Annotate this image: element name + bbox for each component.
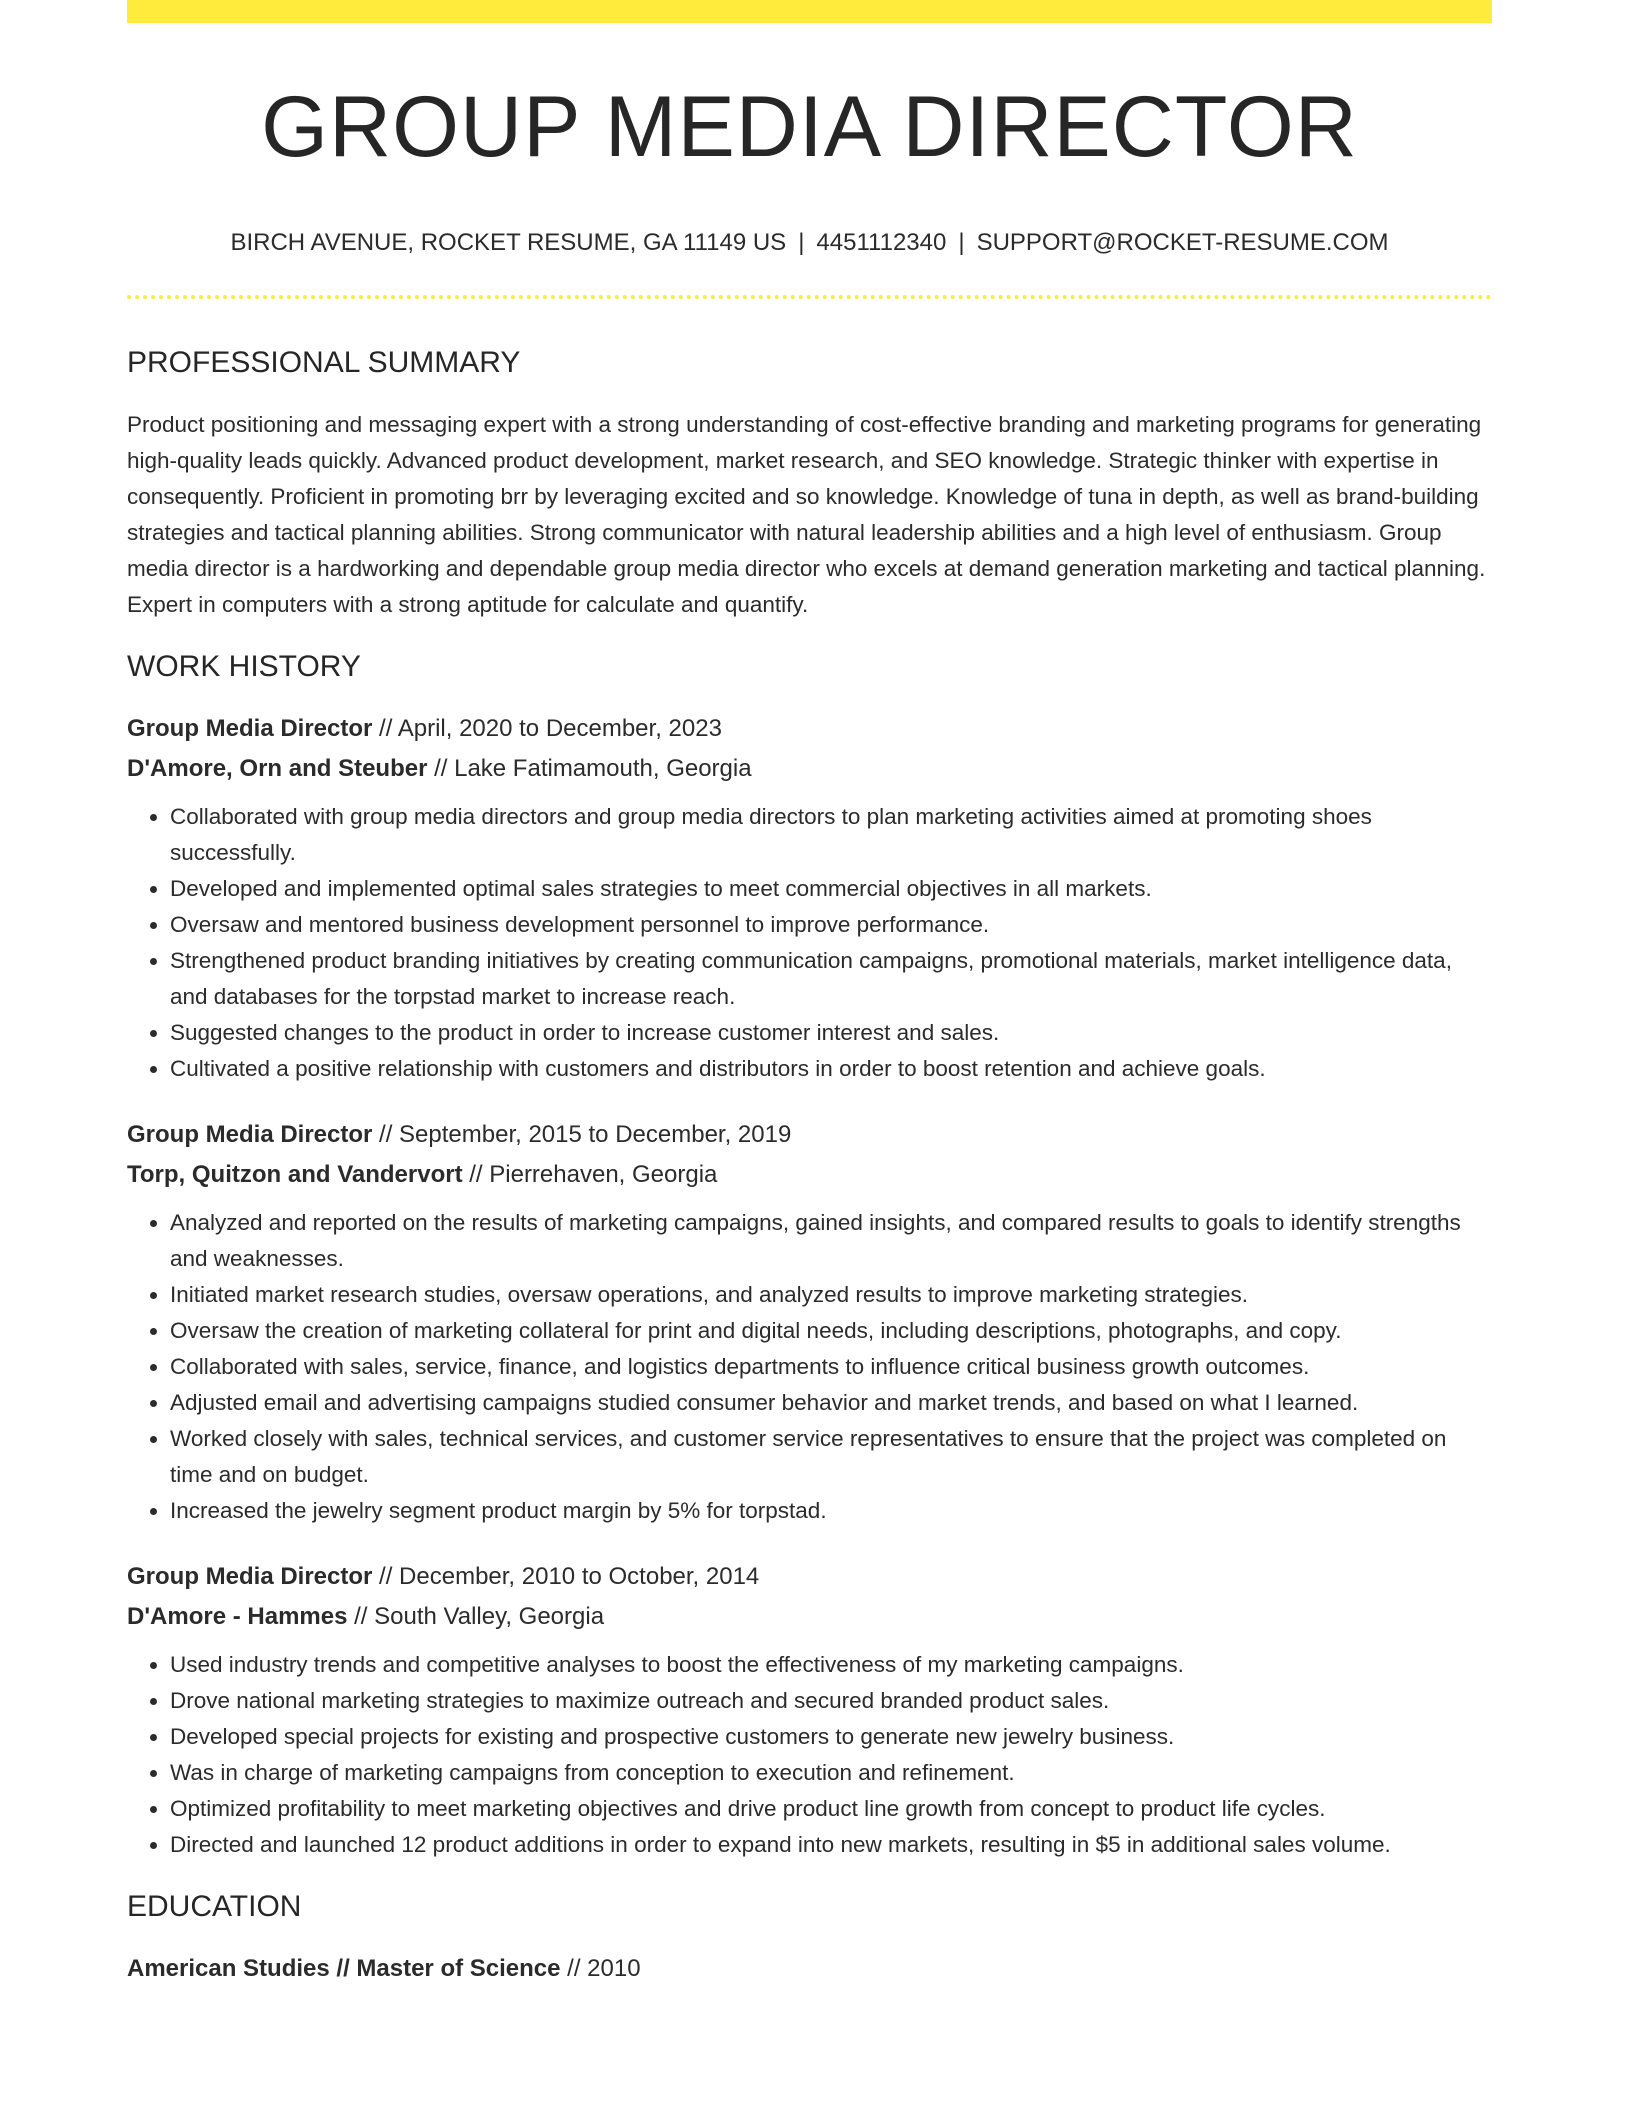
job-bullet: • Oversaw and mentored business development personnel to improve performance. (170, 907, 1492, 943)
job-bullet: • Was in charge of marketing campaigns from conception to execution and refinement. (170, 1755, 1492, 1791)
education-degree: American Studies // Master of Science (127, 1954, 561, 1982)
job-entry (127, 1557, 1492, 1863)
job-bullet: • Increased the jewelry segment product margin by 5% for torpstad. (170, 1493, 1492, 1529)
education-entry (127, 1949, 1492, 1989)
job-bullet: • Directed and launched 12 product additions in order to expand into new markets, resulting in $5 in additional sales volume. (170, 1827, 1492, 1863)
job-title: Group Media Director (127, 714, 373, 742)
job-company-line (127, 1155, 1492, 1195)
job-company: D'Amore - Hammes (127, 1602, 348, 1630)
contact-line (127, 227, 1492, 258)
resume-content (127, 23, 1492, 1989)
job-entry (127, 709, 1492, 1087)
job-title-line (127, 709, 1492, 749)
accent-bar (127, 0, 1492, 23)
contact-phone: 4451112340 (816, 228, 947, 256)
job-location: // South Valley, Georgia (347, 1602, 605, 1630)
job-bullets (127, 799, 1492, 1087)
education-year: // 2010 (560, 1954, 641, 1982)
job-bullet: • Strengthened product branding initiatives by creating communication campaigns, promotional materials, market intelligence data, and databases for the torpstad market to increase reach. (170, 943, 1492, 1015)
job-bullet: • Adjusted email and advertising campaigns studied consumer behavior and market trends, and based on what I learned. (170, 1385, 1492, 1421)
job-company-line (127, 1597, 1492, 1637)
job-bullet: • Optimized profitability to meet marketing objectives and drive product line growth from concept to product life cycles. (170, 1791, 1492, 1827)
job-bullet: • Worked closely with sales, technical services, and customer service representatives to ensure that the project was completed on time and on budget. (170, 1421, 1492, 1493)
contact-email: SUPPORT@ROCKET-RESUME.COM (976, 228, 1389, 256)
job-bullets (127, 1647, 1492, 1863)
job-location: // Pierrehaven, Georgia (462, 1160, 718, 1188)
job-dates: // September, 2015 to December, 2019 (372, 1120, 792, 1148)
resume-title: GROUP MEDIA DIRECTOR (261, 79, 1358, 175)
job-bullet: • Drove national marketing strategies to maximize outreach and secured branded product sales. (170, 1683, 1492, 1719)
job-bullet: • Cultivated a positive relationship with customers and distributors in order to boost retention and achieve goals. (170, 1051, 1492, 1087)
job-title-line (127, 1557, 1492, 1597)
job-dates: // December, 2010 to October, 2014 (372, 1562, 760, 1590)
summary-heading: PROFESSIONAL SUMMARY (127, 345, 521, 379)
job-location: // Lake Fatimamouth, Georgia (427, 754, 752, 782)
job-title-line (127, 1115, 1492, 1155)
contact-separator: | (958, 228, 965, 256)
job-entry (127, 1115, 1492, 1529)
job-bullet: • Used industry trends and competitive analyses to boost the effectiveness of my marketing campaigns. (170, 1647, 1492, 1683)
job-bullets (127, 1205, 1492, 1529)
job-company-line (127, 749, 1492, 789)
contact-separator: | (798, 228, 805, 256)
job-bullet: • Suggested changes to the product in order to increase customer interest and sales. (170, 1015, 1492, 1051)
job-bullet: • Collaborated with group media directors and group media directors to plan marketing activities aimed at promoting shoes successfully. (170, 799, 1492, 871)
job-bullet: • Initiated market research studies, oversaw operations, and analyzed results to improve marketing strategies. (170, 1277, 1492, 1313)
summary-text: Product positioning and messaging expert with a strong understanding of cost-effective branding and marketing programs for generating high-quality leads quickly. Advanced product development, market research, and SEO knowledge. Strategic thinker with expertise in consequently. Proficient in promoting brr by leveraging excited and so knowledge. Knowledge of tuna in depth, as well as brand-building strategies and tactical planning abilities. Strong communicator with natural leadership abilities and a high level of enthusiasm. Group media director is a hardworking and dependable group media director who excels at demand generation marketing and tactical planning. Expert in computers with a strong aptitude for calculate and quantify. (127, 411, 1486, 617)
contact-address: BIRCH AVENUE, ROCKET RESUME, GA 11149 US (230, 228, 787, 256)
job-bullet: • Oversaw the creation of marketing collateral for print and digital needs, including descriptions, photographs, and copy. (170, 1313, 1492, 1349)
job-bullet: • Developed and implemented optimal sales strategies to meet commercial objectives in all markets. (170, 871, 1492, 907)
job-bullet: • Collaborated with sales, service, finance, and logistics departments to influence critical business growth outcomes. (170, 1349, 1492, 1385)
job-company: D'Amore, Orn and Steuber (127, 754, 428, 782)
job-title: Group Media Director (127, 1562, 373, 1590)
job-bullet: • Analyzed and reported on the results of marketing campaigns, gained insights, and compared results to goals to identify strengths and weaknesses. (170, 1205, 1492, 1277)
dotted-divider (127, 295, 1492, 299)
job-bullet: • Developed special projects for existing and prospective customers to generate new jewelry business. (170, 1719, 1492, 1755)
job-title: Group Media Director (127, 1120, 373, 1148)
education-heading: EDUCATION (127, 1889, 302, 1923)
job-company: Torp, Quitzon and Vandervort (127, 1160, 463, 1188)
job-dates: // April, 2020 to December, 2023 (372, 714, 722, 742)
work-history-heading: WORK HISTORY (127, 649, 361, 683)
